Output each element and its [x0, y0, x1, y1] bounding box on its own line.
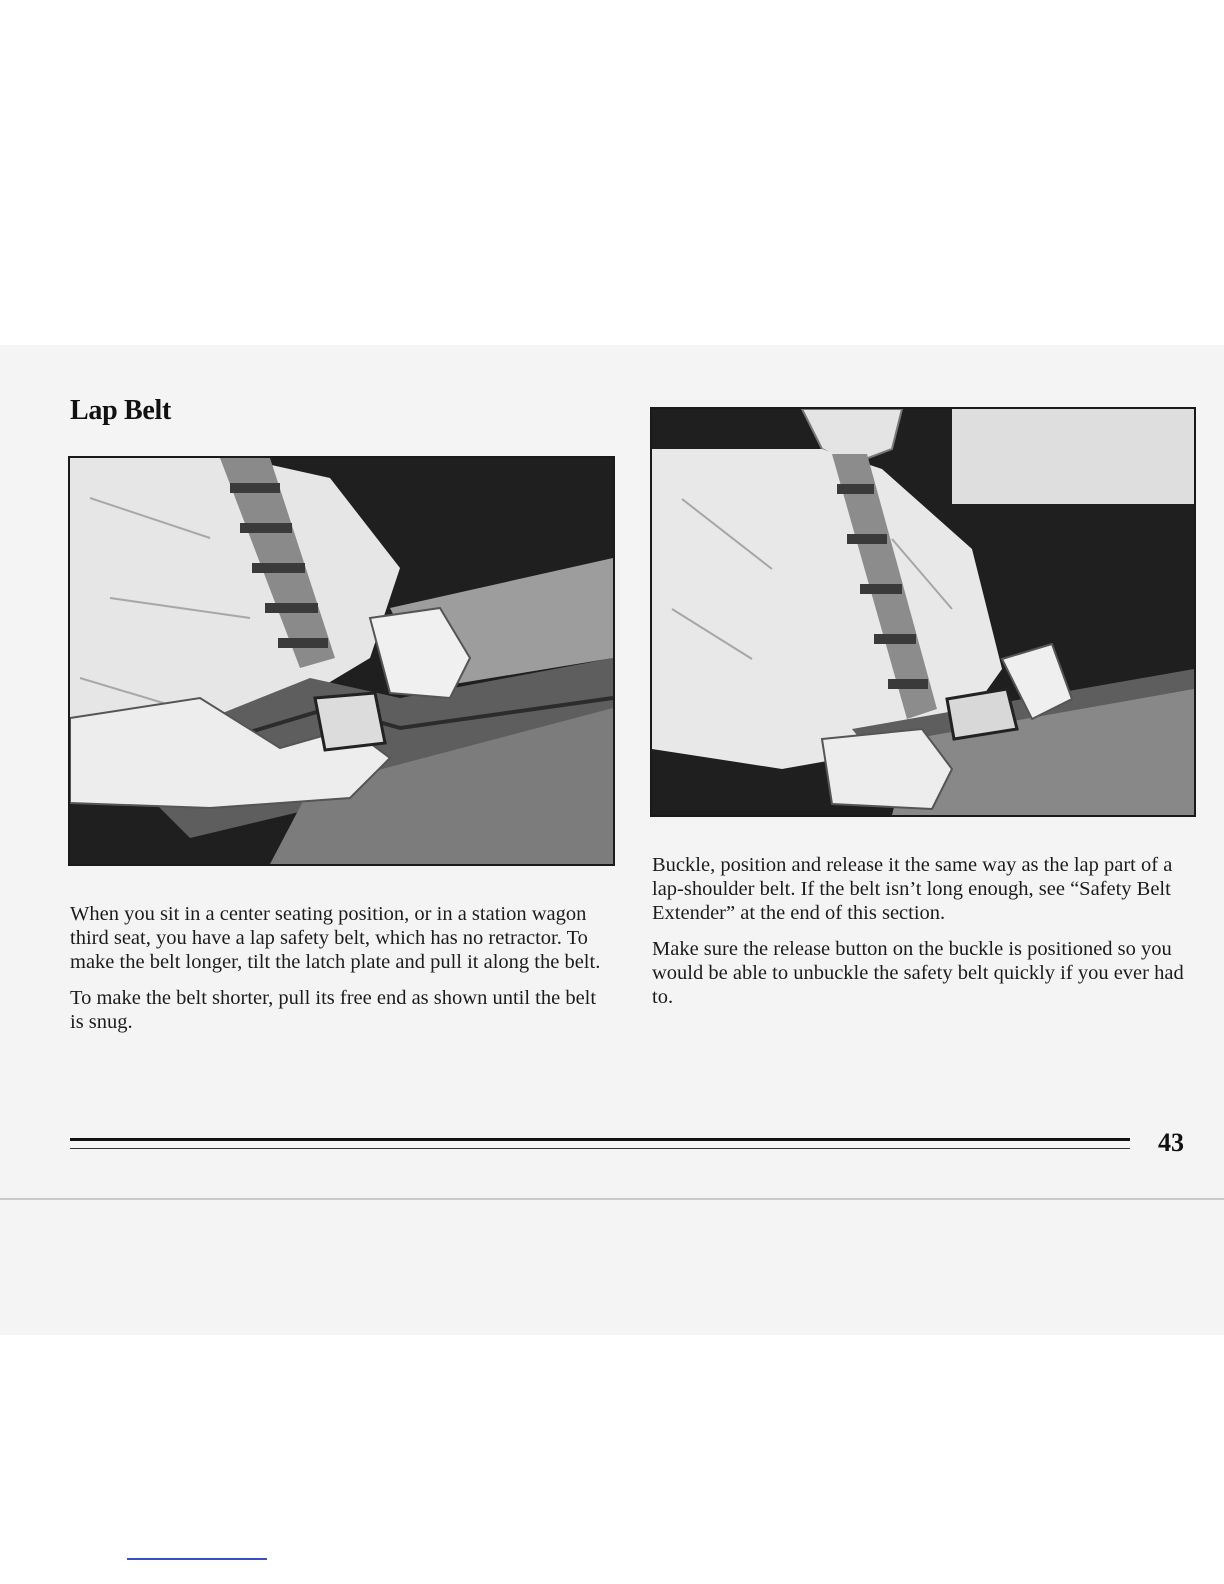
footer-rule-thin [70, 1148, 1130, 1149]
paragraph: When you sit in a center seating position, or in a station wagon third seat, you have a lap safety belt, which has no retractor. To make the belt longer, tilt the latch plate and pull it along the belt. [70, 903, 601, 973]
illustration-lap-belt-buckle [650, 407, 1196, 817]
section-heading: Lap Belt [70, 395, 172, 426]
paragraph: Make sure the release button on the buckle is positioned so you would be able to unbuckle the safety belt quickly if you ever had to. [652, 938, 1184, 1008]
scan-mark [127, 1558, 267, 1560]
page-number: 43 [1158, 1128, 1184, 1157]
page-band-edge [0, 1198, 1224, 1200]
right-column [652, 853, 1192, 1021]
paragraph: Buckle, position and release it the same way as the lap part of a lap-shoulder belt. If the belt isn’t long enough, see “Safety Belt Extender” at the end of this section. [652, 854, 1173, 924]
paragraph: To make the belt shorter, pull its free end as shown until the belt is snug. [70, 987, 597, 1033]
footer-rule-thick [70, 1138, 1130, 1141]
left-column [70, 902, 605, 1046]
illustration-lap-belt-adjust [68, 456, 615, 866]
